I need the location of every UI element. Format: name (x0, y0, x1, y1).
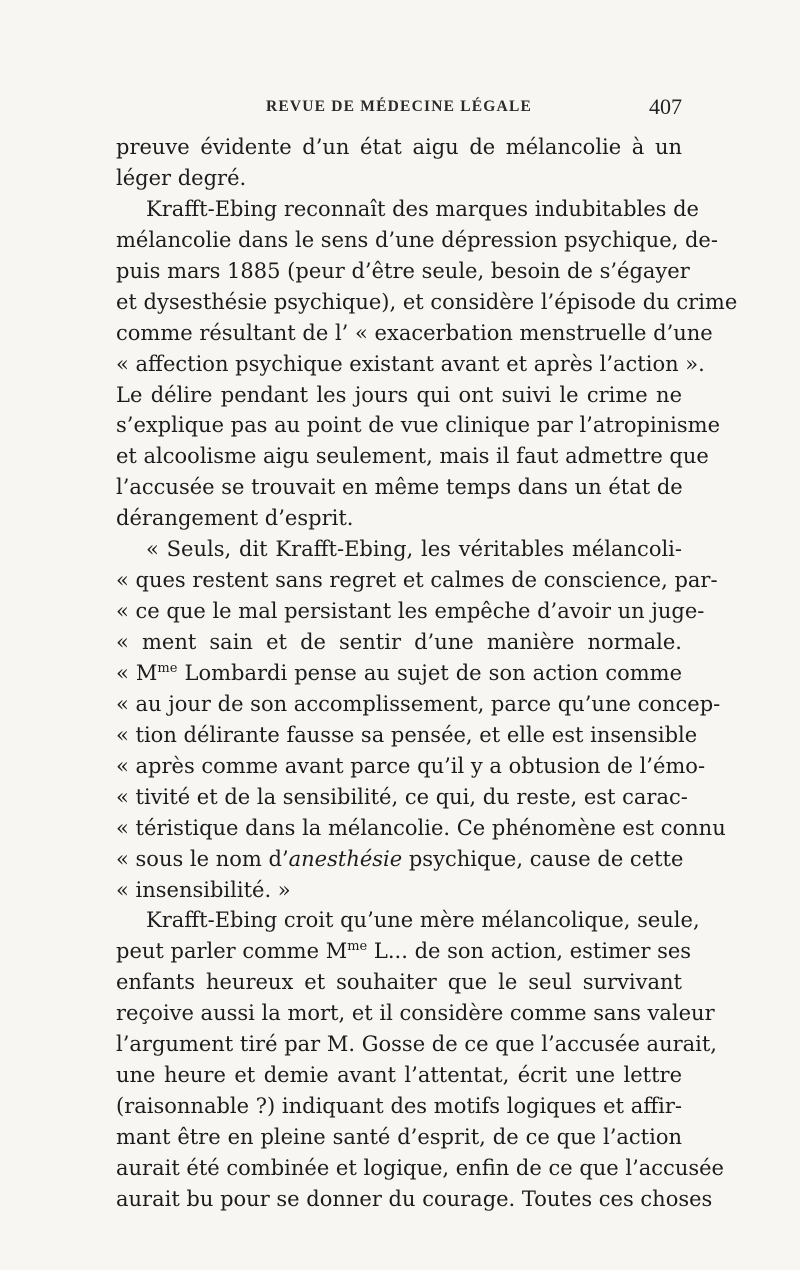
text-line: l’accusée se trouvait en même temps dans un état de (116, 475, 683, 500)
superscript-me: me (347, 939, 368, 955)
text-line-anesthesie (116, 844, 682, 875)
text-fragment: L... de son action, estimer ses (367, 939, 692, 964)
superscript-me: me (157, 660, 178, 676)
text-line: et alcoolisme aigu seulement, mais il faut admettre que (116, 444, 709, 469)
text-line: preuve évidente d’un état aigu de mélancolie à un (116, 135, 682, 159)
italic-word: anesthésie (288, 846, 403, 871)
text-line-mme (116, 658, 682, 689)
text-line: aurait bu pour se donner du courage. Toutes ces choses (116, 1186, 713, 1211)
text-fragment: psychique, cause de cette (402, 846, 684, 871)
text-fragment: « sous le nom d’ (116, 846, 289, 871)
page-number: 407 (649, 94, 682, 119)
text-line: « ment sain et de sentir d’une manière normale. (116, 630, 682, 654)
text-line: « téristique dans la mélancolie. Ce phénomène est connu (116, 815, 726, 840)
text-line: « tivité et de la sensibilité, ce qui, du reste, est carac- (116, 784, 688, 809)
text-fragment: Lombardi pense au sujet de son action comme (177, 660, 683, 685)
text-line: dérangement d’esprit. (116, 506, 354, 531)
text-line: une heure et demie avant l’attentat, écrit une lettre (116, 1063, 682, 1088)
text-line: comme résultant de l’ « exacerbation menstruelle d’une (116, 320, 713, 345)
text-line: mélancolie dans le sens d’une dépression psychique, de- (116, 227, 718, 252)
text-line: Krafft-Ebing reconnaît des marques indubitables de (146, 196, 699, 221)
text-line: « affection psychique existant avant et après l’action ». (116, 351, 705, 376)
text-line: léger degré. (116, 165, 247, 190)
text-line: Le délire pendant les jours qui ont suivi le crime ne (116, 382, 682, 407)
text-line: reçoive aussi la mort, et il considère comme sans valeur (116, 1001, 715, 1026)
text-line: « insensibilité. » (116, 877, 291, 902)
text-line: s’explique pas au point de vue clinique par l’atropinisme (116, 413, 721, 438)
text-line: « tion délirante fausse sa pensée, et elle est insensible (116, 722, 698, 747)
text-line: « après comme avant parce qu’il y a obtusion de l’émo- (116, 753, 706, 778)
text-line-mmeL (116, 936, 692, 967)
text-line: aurait été combinée et logique, enfin de ce que l’accusée (116, 1155, 724, 1180)
text-line: l’argument tiré par M. Gosse de ce que l’accusée aurait, (116, 1032, 717, 1057)
text-body (116, 132, 738, 1215)
text-line: puis mars 1885 (peur d’être seule, besoin de s’égayer (116, 258, 690, 283)
running-title: REVUE DE MÉDECINE LÉGALE (265, 98, 533, 115)
text-line: mant être en pleine santé d’esprit, de ce que l’action (116, 1125, 682, 1149)
text-line: (raisonnable ?) indiquant des motifs logiques et affir- (116, 1094, 682, 1119)
running-head (116, 94, 682, 122)
text-line: « ques restent sans regret et calmes de conscience, par- (116, 568, 718, 593)
text-line: « ce que le mal persistant les empêche d’avoir un juge- (116, 599, 705, 624)
text-line: « Seuls, dit Krafft-Ebing, les véritables mélancoli- (146, 537, 682, 562)
text-line: « au jour de son accomplissement, parce qu’une concep- (116, 691, 721, 716)
text-line: et dysesthésie psychique), et considère l’épisode du crime (116, 289, 738, 314)
text-line: Krafft-Ebing croit qu’une mère mélancolique, seule, (146, 908, 700, 933)
text-fragment: « M (116, 660, 158, 685)
text-fragment: peut parler comme M (116, 939, 348, 964)
text-line: enfants heureux et souhaiter que le seul survivant (116, 970, 682, 995)
